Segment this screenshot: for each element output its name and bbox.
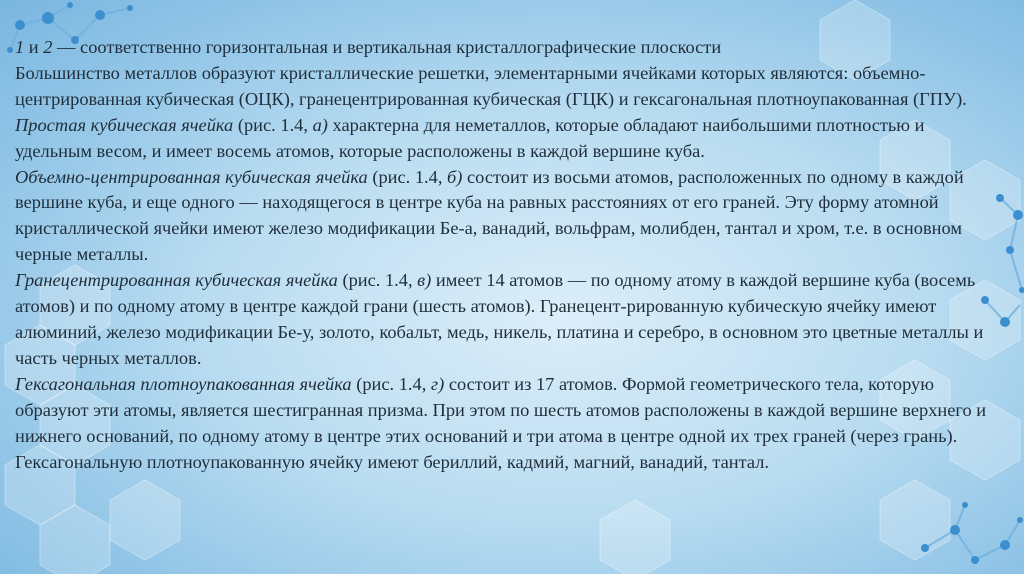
text: (рис. 1.4, [233, 114, 313, 135]
text: Большинство металлов образуют кристаллические решетки, элементарными ячейками которых являются: объемно-центрированная кубическая (ОЦК), гранецентрированная кубическая (ГЦК) и гексагональная плотноупакованная (ГПУ). [15, 62, 967, 109]
italic-text: 2 [43, 37, 53, 57]
italic-text: а) [312, 114, 328, 135]
text: и [24, 37, 44, 57]
italic-text: в) [417, 270, 432, 291]
italic-text: б) [447, 166, 463, 187]
text: характерна для неметаллов, которые обладают наибольшими плотностью и удельным весом, и имеет восемь атомов, которые расположены в каждой вершине куба. [15, 114, 925, 161]
paragraph [15, 35, 1005, 61]
italic-text: г) [430, 373, 445, 394]
slide-body-text [15, 35, 1005, 475]
text: состоит из 17 атомов. Формой геометрического тела, которую образуют эти атомы, является шестигранная призма. При этом по шесть атомов расположены в каждой вершине верхнего и нижнего оснований, по одному атому в центре этих оснований и три атома в центре одной их трех граней (через грань). Гексагональную плотноупакованную ячейку имеют бериллий, кадмий, магний, ванадий, тантал. [15, 373, 987, 472]
text: (рис. 1.4, [367, 166, 448, 187]
text: — соответственно горизонтальная и вертикальная кристаллографические плоскости [52, 37, 722, 57]
text: состоит из восьми атомов, расположенных по одному в каждой вершине куба, и еще одного — находящегося в центре куба на равных расстояниях от его граней. Эту форму атомной кристаллической ячейки имеют железо модификации Бе-а, ванадий, вольфрам, молибден, тантал и хром, т.е. в основном черные металлы. [15, 166, 964, 265]
text: имеет 14 атомов — по одному атому в каждой вершине куба (восемь атомов) и по одному атому в центре каждой грани (шесть атомов). Гранецент-рированную кубическую ячейку имеют алюминий, железо модификации Бе-у, золото, кобальт, медь, никель, платина и серебро, в основном это цветные металлы и часть черных металлов. [15, 270, 984, 368]
paragraph [15, 61, 1005, 113]
text: (рис. 1.4, [351, 373, 431, 394]
paragraph [15, 268, 1005, 372]
italic-text: 1 [15, 37, 25, 57]
paragraph [15, 165, 1005, 269]
paragraph [15, 372, 1005, 476]
italic-text: Объемно-центрированная кубическая ячейка [15, 166, 368, 187]
text: (рис. 1.4, [337, 270, 418, 291]
italic-text: Простая кубическая ячейка [15, 114, 234, 135]
paragraph [15, 113, 1005, 165]
italic-text: Гексагональная плотноупакованная ячейка [15, 373, 352, 394]
italic-text: Гранецентрированная кубическая ячейка [15, 270, 338, 291]
